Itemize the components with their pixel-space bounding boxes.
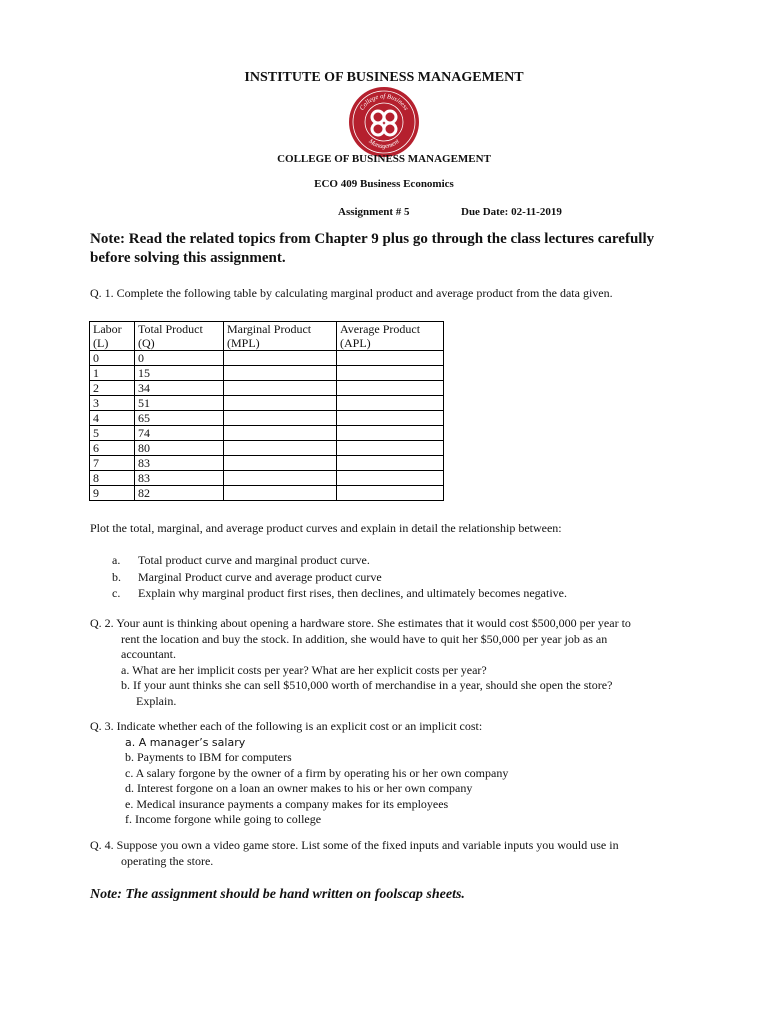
total-product-cell: 65: [135, 411, 224, 426]
total-product-cell: 15: [135, 366, 224, 381]
list-item: e. Medical insurance payments a company makes for its employees: [125, 796, 449, 811]
apl-cell: [337, 471, 444, 486]
list-item: d. Interest forgone on a loan an owner makes to his or her own company: [125, 781, 473, 795]
question-3: Q. 3. Indicate whether each of the following is an explicit cost or an implicit cost: a. A manager’s salary b. Payments to IBM for computers c. A salary forgone by the owner of a firm by operating his or her own company d. Interest forgone on a loan an owner makes to his or her own company e. Medical insurance payments a company makes for its employees f. Income forgone while going to college: [90, 719, 509, 826]
total-product-cell: 83: [135, 456, 224, 471]
production-table: [89, 321, 444, 501]
apl-cell: [337, 411, 444, 426]
labor-cell: 6: [90, 441, 135, 456]
note-handwritten: Note: The assignment should be hand written on foolscap sheets.: [90, 887, 465, 902]
logo-text-bottom: Management: [367, 137, 401, 151]
apl-cell: [337, 366, 444, 381]
table-row: [90, 486, 444, 501]
total-product-cell: 34: [135, 381, 224, 396]
labor-cell: 3: [90, 396, 135, 411]
college-name: COLLEGE OF BUSINESS MANAGEMENT: [277, 153, 491, 165]
total-product-cell: 82: [135, 486, 224, 501]
logo-text-top: College of Business: [358, 92, 410, 112]
college-logo: [348, 86, 420, 158]
labor-cell: 5: [90, 426, 135, 441]
apl-cell: [337, 351, 444, 366]
table-row: [90, 426, 444, 441]
total-product-cell: 51: [135, 396, 224, 411]
total-product-cell: 0: [135, 351, 224, 366]
mpl-cell: [224, 426, 337, 441]
labor-cell: 2: [90, 381, 135, 396]
labor-cell: 7: [90, 456, 135, 471]
question-2: Q. 2. Your aunt is thinking about opening a hardware store. She estimates that it would cost $500,000 per year to rent the location and buy the stock. In addition, she would have to quit her $50,000 per year job as an accountant. a. What are her implicit costs per year? What are her explicit costs per year? b. If your aunt thinks she can sell $510,000 worth of merchandise in a year, should she open the store? Explain.: [90, 616, 631, 708]
assignment-number: Assignment # 5: [338, 206, 410, 218]
total-product-cell: 80: [135, 441, 224, 456]
note-read-chapter: Note: Read the related topics from Chapter 9 plus go through the class lectures carefully before solving this assignment.: [90, 231, 655, 266]
mpl-cell: [224, 486, 337, 501]
apl-cell: [337, 426, 444, 441]
table-row: [90, 456, 444, 471]
question-1: Q. 1. Complete the following table by calculating marginal product and average product from the data given.: [90, 286, 613, 300]
list-item: f. Income forgone while going to college: [125, 812, 322, 826]
header-marginal-product: Marginal Product (MPL): [224, 322, 337, 351]
labor-cell: 4: [90, 411, 135, 426]
table-row: [90, 396, 444, 411]
apl-cell: [337, 456, 444, 471]
table-row: [90, 381, 444, 396]
apl-cell: [337, 486, 444, 501]
mpl-cell: [224, 441, 337, 456]
labor-cell: 0: [90, 351, 135, 366]
apl-cell: [337, 396, 444, 411]
header-average-product: Average Product (APL): [337, 322, 444, 351]
mpl-cell: [224, 456, 337, 471]
plot-instructions: Plot the total, marginal, and average product curves and explain in detail the relationship between:: [90, 521, 562, 535]
mpl-cell: [224, 351, 337, 366]
labor-cell: 9: [90, 486, 135, 501]
list-item: b. Marginal Product curve and average product curve: [112, 569, 382, 584]
labor-cell: 8: [90, 471, 135, 486]
list-item: c. A salary forgone by the owner of a firm by operating his or her own company: [125, 765, 509, 780]
table-row: [90, 441, 444, 456]
question-4: Q. 4. Suppose you own a video game store. List some of the fixed inputs and variable inputs you would use in operating the store.: [90, 838, 619, 868]
mpl-cell: [224, 381, 337, 396]
labor-cell: 1: [90, 366, 135, 381]
institute-title: INSTITUTE OF BUSINESS MANAGEMENT: [244, 70, 524, 85]
mpl-cell: [224, 366, 337, 381]
header-labor: Labor (L): [90, 322, 135, 351]
table-row: [90, 471, 444, 486]
table-row: [90, 366, 444, 381]
mpl-cell: [224, 411, 337, 426]
table-row: [90, 411, 444, 426]
mpl-cell: [224, 396, 337, 411]
due-date: Due Date: 02-11-2019: [461, 206, 562, 218]
list-item: a. Total product curve and marginal product curve.: [112, 553, 370, 567]
course-title: ECO 409 Business Economics: [314, 178, 454, 190]
list-item: c. Explain why marginal product first rises, then declines, and ultimately becomes negative.: [112, 586, 567, 600]
header-total-product: Total Product (Q): [135, 322, 224, 351]
table-header-row: [90, 322, 444, 351]
q1-sub-items: [112, 552, 567, 602]
mpl-cell: [224, 471, 337, 486]
total-product-cell: 83: [135, 471, 224, 486]
total-product-cell: 74: [135, 426, 224, 441]
apl-cell: [337, 441, 444, 456]
list-item: b. Payments to IBM for computers: [125, 750, 292, 764]
list-item: a. A manager’s salary: [125, 735, 246, 749]
apl-cell: [337, 381, 444, 396]
table-row: [90, 351, 444, 366]
